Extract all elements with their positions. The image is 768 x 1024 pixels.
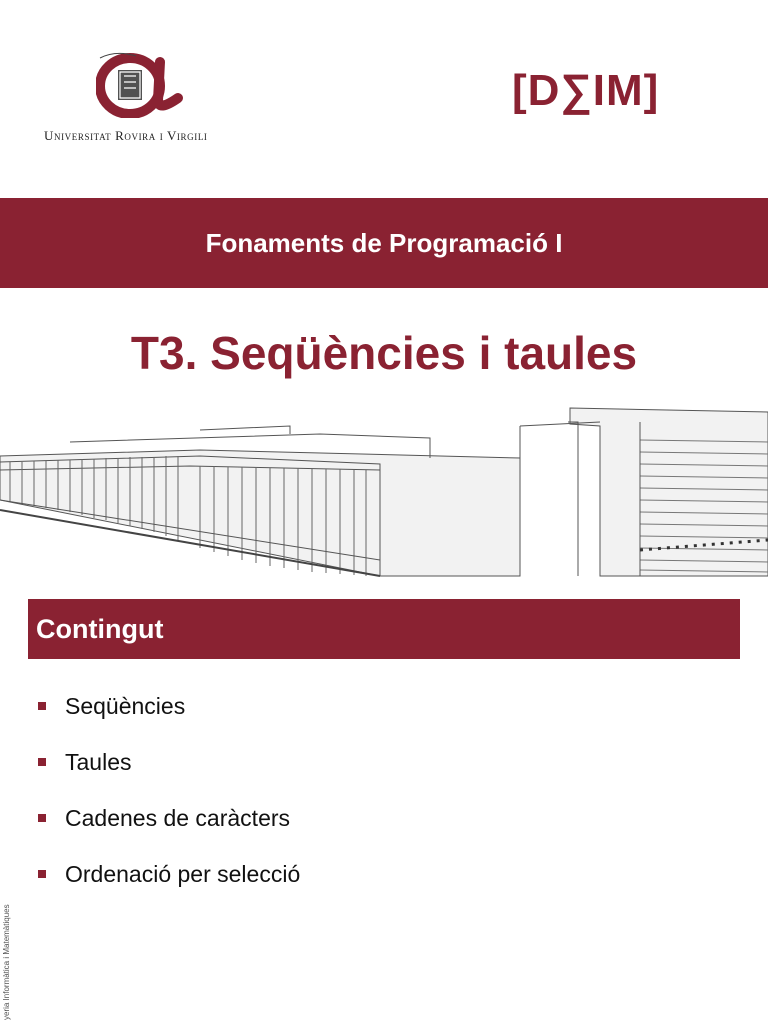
urv-logo [44, 50, 234, 150]
square-bullet-icon [38, 758, 46, 766]
course-title-band [0, 198, 768, 288]
list-item-label: Ordenació per selecció [65, 860, 301, 887]
deim-logo: [D∑IM] [512, 66, 660, 115]
square-bullet-icon [38, 870, 46, 878]
list-item [38, 790, 300, 846]
content-list [38, 678, 300, 902]
list-item-label: Taules [65, 748, 132, 775]
building-illustration [0, 400, 768, 578]
square-bullet-icon [38, 702, 46, 710]
list-item-label: Seqüències [65, 692, 186, 719]
list-item [38, 678, 300, 734]
slide-title: T3. Seqüències i taules [130, 327, 638, 379]
content-header-band [28, 599, 740, 659]
list-item [38, 734, 300, 790]
list-item-label: Cadenes de caràcters [65, 804, 291, 831]
content-heading: Contingut [36, 613, 164, 644]
side-footer-text: yeria Informàtica i Matemàtiques [2, 904, 11, 1020]
university-name: Universitat Rovira i Virgili [44, 128, 208, 143]
urv-emblem-icon [96, 50, 186, 118]
list-item [38, 846, 300, 902]
course-title: Fonaments de Programació I [205, 227, 563, 258]
square-bullet-icon [38, 814, 46, 822]
